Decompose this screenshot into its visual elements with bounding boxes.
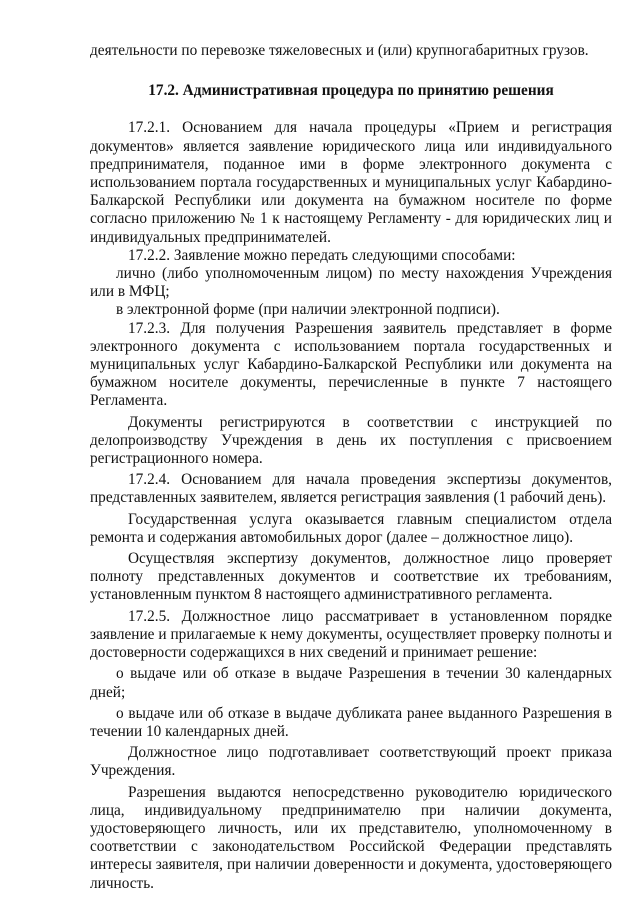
paragraph-17-2-2: 17.2.2. Заявление можно передать следующими способами: bbox=[128, 246, 516, 264]
section-heading: 17.2. Административная процедура по принятию решения bbox=[148, 82, 554, 100]
lead-line: деятельности по перевозке тяжеловесных и (или) крупногабаритных грузов. bbox=[90, 42, 589, 59]
paragraph-decision-10-days: о выдаче или об отказе в выдаче дубликата ранее выданного Разрешения в течении 10 календарных дней. bbox=[90, 704, 612, 740]
paragraph-17-2-5: 17.2.5. Должностное лицо рассматривает в установленном порядке заявление и прилагаемые к нему документы, осуществляет проверку полноты и достоверности содержащихся в них сведений и принимает решение: bbox=[90, 607, 612, 662]
paragraph-registration: Документы регистрируются в соответствии с инструкцией по делопроизводству Учреждения в день их поступления с присвоением регистрационного номера. bbox=[90, 413, 612, 468]
paragraph-method-electronic: в электронной форме (при наличии электронной подписи). bbox=[116, 301, 500, 319]
paragraph-17-2-3: 17.2.3. Для получения Разрешения заявитель представляет в форме электронного документа с использованием портала государственных и муниципальных услуг Кабардино-Балкарской Республики или документа на бумажном носителе документы, перечисленные в пункте 7 настоящего Регламента. bbox=[90, 319, 612, 410]
document-body bbox=[90, 42, 612, 893]
paragraph-method-in-person: лично (либо уполномоченным лицом) по месту нахождения Учреждения или в МФЦ; bbox=[90, 265, 612, 301]
paragraph-issuance: Разрешения выдаются непосредственно руководителю юридического лица, индивидуальному предпринимателю при наличии документа, удостоверяющего личность, или их представителю, уполномоченному в соответствии с законодательством Российской Федерации представлять интересы заявителя, при наличии доверенности и документа, удостоверяющего личность. bbox=[90, 783, 612, 892]
paragraph-decision-30-days: о выдаче или об отказе в выдаче Разрешения в течении 30 календарных дней; bbox=[90, 665, 612, 701]
paragraph-service-provider: Государственная услуга оказывается главным специалистом отдела ремонта и содержания автомобильных дорог (далее – должностное лицо). bbox=[90, 510, 612, 546]
paragraph-17-2-1: 17.2.1. Основанием для начала процедуры «Прием и регистрация документов» является заявление юридического лица или индивидуального предпринимателя, поданное ими в форме электронного документа с использованием портала государственных и муниципальных услуг Кабардино-Балкарской Республики или документа на бумажном носителе по форме согласно приложению № 1 к настоящему Регламенту - для юридических лиц и индивидуальных предпринимателей. bbox=[90, 119, 612, 246]
paragraph-17-2-4: 17.2.4. Основанием для начала проведения экспертизы документов, представленных заявителем, является регистрация заявления (1 рабочий день). bbox=[90, 471, 612, 507]
paragraph-expertise: Осуществляя экспертизу документов, должностное лицо проверяет полноту представленных документов и соответствие их требованиям, установленным пунктом 8 настоящего административного регламента. bbox=[90, 550, 612, 604]
paragraph-draft-order: Должностное лицо подготавливает соответствующий проект приказа Учреждения. bbox=[90, 744, 612, 780]
